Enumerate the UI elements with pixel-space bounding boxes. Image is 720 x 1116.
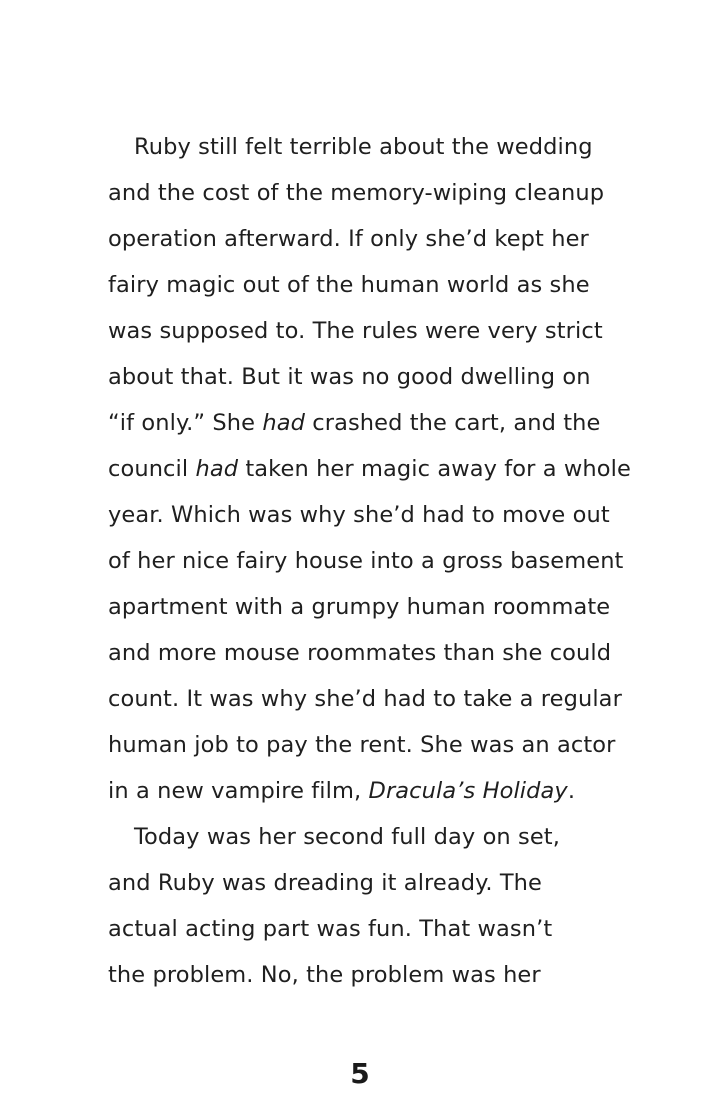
paragraph-line: about that. But it was no good dwelling on bbox=[108, 364, 591, 390]
italic-emphasis: had bbox=[195, 456, 239, 482]
paragraph-line: Today was her second full day on set, bbox=[134, 824, 560, 850]
paragraph-line: and more mouse roommates than she could bbox=[108, 640, 612, 666]
paragraph-line: year. Which was why she’d had to move out bbox=[108, 502, 610, 528]
line-text: council bbox=[108, 456, 196, 482]
paragraph-line: was supposed to. The rules were very strict bbox=[108, 318, 603, 344]
line-text: in a new vampire film, bbox=[108, 778, 369, 804]
italic-emphasis: had bbox=[262, 410, 306, 436]
line-text: taken her magic away for a whole bbox=[238, 456, 631, 482]
paragraph-line: count. It was why she’d had to take a regular bbox=[108, 686, 622, 712]
paragraph-line: and the cost of the memory-wiping cleanup bbox=[108, 180, 605, 206]
line-text: “if only.” She bbox=[108, 410, 263, 436]
paragraph-line: and Ruby was dreading it already. The bbox=[108, 870, 542, 896]
paragraph-line: operation afterward. If only she’d kept her bbox=[108, 226, 589, 252]
paragraph-line: of her nice fairy house into a gross basement bbox=[108, 548, 624, 574]
line-text: crashed the cart, and the bbox=[305, 410, 601, 436]
film-title: Dracula’s Holiday bbox=[368, 778, 568, 804]
line-text: . bbox=[567, 778, 576, 804]
paragraph-line: fairy magic out of the human world as she bbox=[108, 272, 590, 298]
page-number: 5 bbox=[350, 1057, 370, 1090]
paragraph-line: apartment with a grumpy human roommate bbox=[108, 594, 611, 620]
paragraph-line: actual acting part was fun. That wasn’t bbox=[108, 916, 553, 942]
paragraph-line bbox=[108, 400, 648, 446]
paragraph-line bbox=[108, 446, 648, 492]
paragraph-line: the problem. No, the problem was her bbox=[108, 962, 541, 988]
paragraph-line: human job to pay the rent. She was an actor bbox=[108, 732, 616, 758]
paragraph-line: Ruby still felt terrible about the wedding bbox=[134, 134, 593, 160]
body-text bbox=[108, 124, 648, 998]
paragraph-line bbox=[108, 768, 648, 814]
